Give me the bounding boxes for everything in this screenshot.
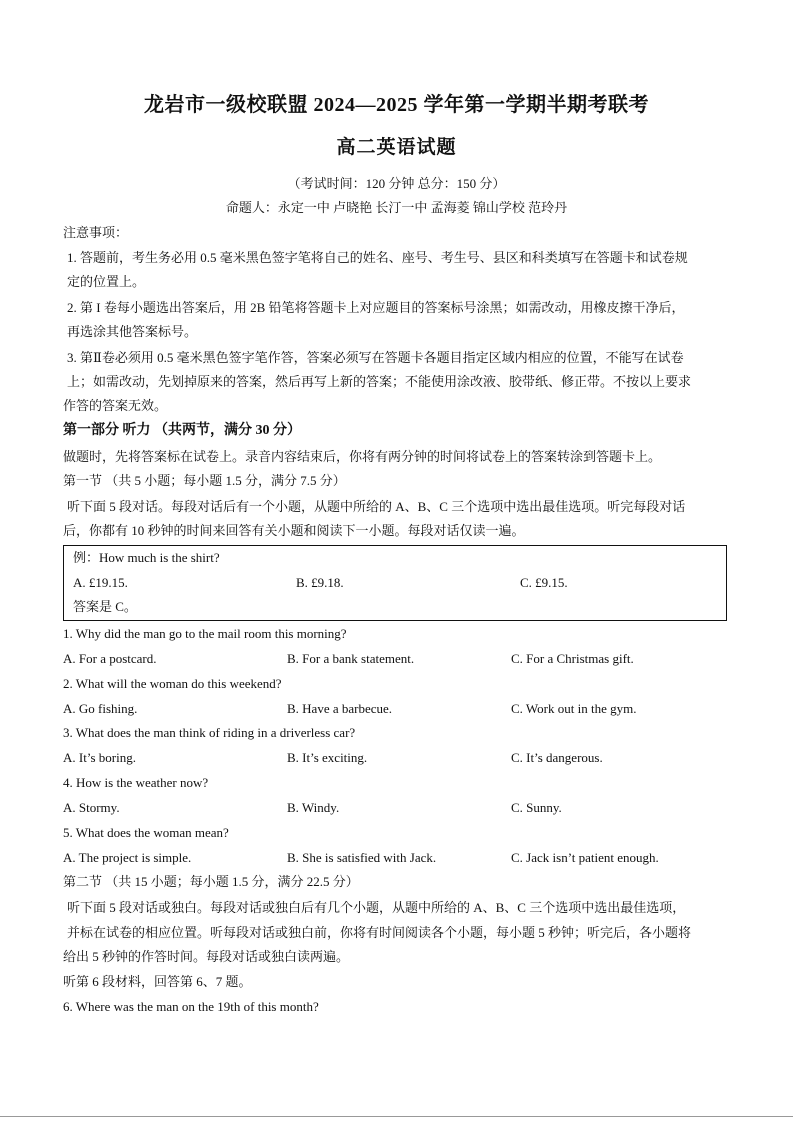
- part1-heading: 第一部分 听力 （共两节，满分 30 分）: [63, 423, 301, 438]
- question-4: 4. How is the weather now?: [63, 775, 209, 790]
- note-3-line-3: 作答的答案无效。: [63, 398, 168, 413]
- section1-heading: 第一节 （共 5 小题；每小题 1.5 分，满分 7.5 分）: [63, 473, 346, 488]
- example-option-c: C. £9.15.: [520, 575, 568, 590]
- exam-subtitle: 高二英语试题: [336, 137, 457, 158]
- note-1-line-2: 定的位置上。: [67, 274, 146, 289]
- question-3-option-b: B. It’s exciting.: [287, 750, 368, 765]
- page-bottom-divider: [0, 1116, 793, 1117]
- example-question: 例：How much is the shirt?: [73, 550, 220, 565]
- section2-heading: 第二节 （共 15 小题；每小题 1.5 分，满分 22.5 分）: [63, 874, 359, 889]
- question-3: 3. What does the man think of riding in a driverless car?: [63, 725, 356, 740]
- question-4-option-a: A. Stormy.: [63, 800, 120, 815]
- example-option-b: B. £9.18.: [296, 575, 344, 590]
- question-1: 1. Why did the man go to the mail room this morning?: [63, 626, 347, 641]
- note-3-line-2: 上；如需改动，先划掉原来的答案，然后再写上新的答案；不能使用涂改液、胶带纸、修正带。不按以上要求: [67, 374, 692, 389]
- section1-instr-line-1: 听下面 5 段对话。每段对话后有一个小题，从题中所给的 A、B、C 三个选项中选出最佳选项。听完每段对话: [67, 499, 686, 514]
- part1-intro: 做题时，先将答案标在试卷上。录音内容结束后，你将有两分钟的时间将试卷上的答案转涂到答题卡上。: [63, 449, 662, 464]
- question-2-option-c: C. Work out in the gym.: [511, 701, 637, 716]
- question-1-option-c: C. For a Christmas gift.: [511, 651, 634, 666]
- question-1-option-a: A. For a postcard.: [63, 651, 157, 666]
- question-3-option-c: C. It’s dangerous.: [511, 750, 603, 765]
- exam-title: 龙岩市一级校联盟 2024—2025 学年第一学期半期考联考: [144, 94, 649, 116]
- section2-instr-line-1: 听下面 5 段对话或独白。每段对话或独白后有几个小题，从题中所给的 A、B、C 三个选项中选出最佳选项，: [67, 900, 686, 915]
- exam-authors: 命题人：永定一中 卢晓艳 长汀一中 孟海菱 锦山学校 范玲丹: [225, 200, 568, 215]
- notes-heading: 注意事项：: [63, 225, 129, 240]
- note-1-line-1: 1. 答题前，考生务必用 0.5 毫米黑色签字笔将自己的姓名、座号、考生号、县区和科类填写在答题卡和试卷规: [67, 250, 688, 265]
- question-2: 2. What will the woman do this weekend?: [63, 676, 282, 691]
- question-5: 5. What does the woman mean?: [63, 825, 229, 840]
- question-3-option-a: A. It’s boring.: [63, 750, 136, 765]
- exam-info: （考试时间：120 分钟 总分：150 分）: [287, 176, 506, 191]
- question-5-option-b: B. She is satisfied with Jack.: [287, 850, 437, 865]
- question-4-option-c: C. Sunny.: [511, 800, 562, 815]
- note-2-line-2: 再选涂其他答案标号。: [67, 324, 198, 339]
- question-4-option-b: B. Windy.: [287, 800, 340, 815]
- example-answer: 答案是 C。: [73, 599, 137, 614]
- section2-instr-line-3: 给出 5 秒钟的作答时间。每段对话或独白读两遍。: [63, 949, 350, 964]
- question-2-option-a: A. Go fishing.: [63, 701, 138, 716]
- note-3-line-1: 3. 第Ⅱ卷必须用 0.5 毫米黑色签字笔作答，答案必须写在答题卡各题目指定区域内相应的位置，不能写在试卷: [67, 350, 684, 365]
- section2-instr-line-2: 并标在试卷的相应位置。听每段对话或独白前，你将有时间阅读各个小题，每小题 5 秒钟；听完后，各小题将: [67, 925, 692, 940]
- question-2-option-b: B. Have a barbecue.: [287, 701, 393, 716]
- question-5-option-a: A. The project is simple.: [63, 850, 192, 865]
- question-6: 6. Where was the man on the 19th of this month?: [63, 999, 319, 1014]
- material-6-label: 听第 6 段材料，回答第 6、7 题。: [63, 974, 252, 989]
- note-2-line-1: 2. 第 I 卷每小题选出答案后，用 2B 铅笔将答题卡上对应题目的答案标号涂黑；如需改动，用橡皮擦干净后，: [67, 300, 685, 315]
- example-option-a: A. £19.15.: [73, 575, 128, 590]
- question-5-option-c: C. Jack isn’t patient enough.: [511, 850, 659, 865]
- section1-instr-line-2: 后，你都有 10 秒钟的时间来回答有关小题和阅读下一小题。每段对话仅读一遍。: [63, 523, 525, 538]
- question-1-option-b: B. For a bank statement.: [287, 651, 415, 666]
